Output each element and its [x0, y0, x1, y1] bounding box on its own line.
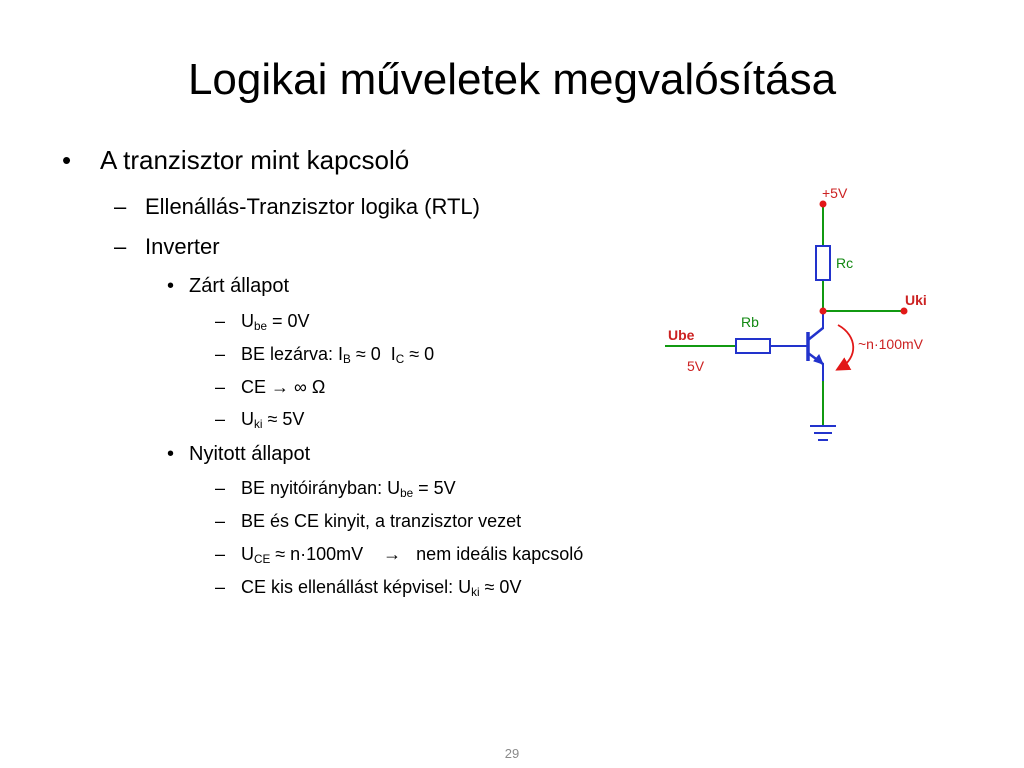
bullet-text: $U_{ki} \approx 5V$	[241, 409, 305, 431]
bullet-text: CE kis ellenállást képvisel: $U_{ki} \approx 0V$	[241, 577, 522, 599]
dash-icon: –	[215, 377, 226, 397]
bullet-text: CE → ∞ Ω	[241, 377, 326, 397]
dash-icon: –	[215, 577, 226, 597]
dash-icon: –	[215, 478, 226, 498]
npn-transistor-icon	[808, 328, 823, 364]
vce-annotation: ~n·100mV	[858, 336, 923, 352]
output-node-icon	[901, 308, 908, 315]
bullet-text: A tranzisztor mint kapcsoló	[100, 145, 410, 175]
page-number: 29	[504, 746, 520, 761]
bullet-text: BE és CE kinyit, a tranzisztor vezet	[241, 511, 522, 531]
dash-icon: –	[215, 311, 226, 331]
bullet-text: BE lezárva: $I_B \approx 0$ $I_C \approx 0$	[241, 344, 435, 366]
slide-title: Logikai műveletek megvalósítása	[187, 55, 837, 104]
bullet-text: $U_{be} = 0V$	[241, 311, 310, 333]
bullet-dot-icon: •	[62, 145, 72, 175]
rb-label: Rb	[741, 314, 759, 330]
ground-icon	[810, 426, 836, 440]
rc-label: Rc	[836, 255, 854, 271]
bullet-text: Inverter	[145, 234, 220, 259]
bullet-text: $U_{CE} \approx n\cdot 100mV$ → nem ideális kapcsoló	[241, 544, 584, 566]
vce-arrow-icon	[838, 325, 853, 368]
input-label: Ube	[668, 327, 695, 343]
dash-icon: –	[215, 544, 226, 564]
collector-node-icon	[820, 308, 827, 315]
supply-node-icon	[820, 201, 827, 208]
bullet-text: BE nyitóirányban: $U_{be} = 5V$	[241, 478, 456, 500]
supply-label: +5V	[822, 185, 848, 201]
bullet-text: Ellenállás-Tranzisztor logika (RTL)	[145, 194, 480, 219]
bullet-text: Zárt állapot	[189, 275, 290, 297]
resistor-rc	[816, 246, 830, 280]
dash-icon: –	[114, 234, 127, 259]
resistor-rb	[736, 339, 770, 353]
dash-icon: –	[215, 511, 226, 531]
bullet-dot-icon: •	[167, 275, 175, 297]
input-value: 5V	[687, 358, 705, 374]
dash-icon: –	[114, 194, 127, 219]
dash-icon: –	[215, 409, 226, 429]
dash-icon: –	[215, 344, 226, 364]
output-label: Uki	[905, 292, 927, 308]
bullet-text: Nyitott állapot	[189, 443, 311, 465]
bullet-dot-icon: •	[167, 443, 175, 465]
wires	[666, 204, 904, 424]
